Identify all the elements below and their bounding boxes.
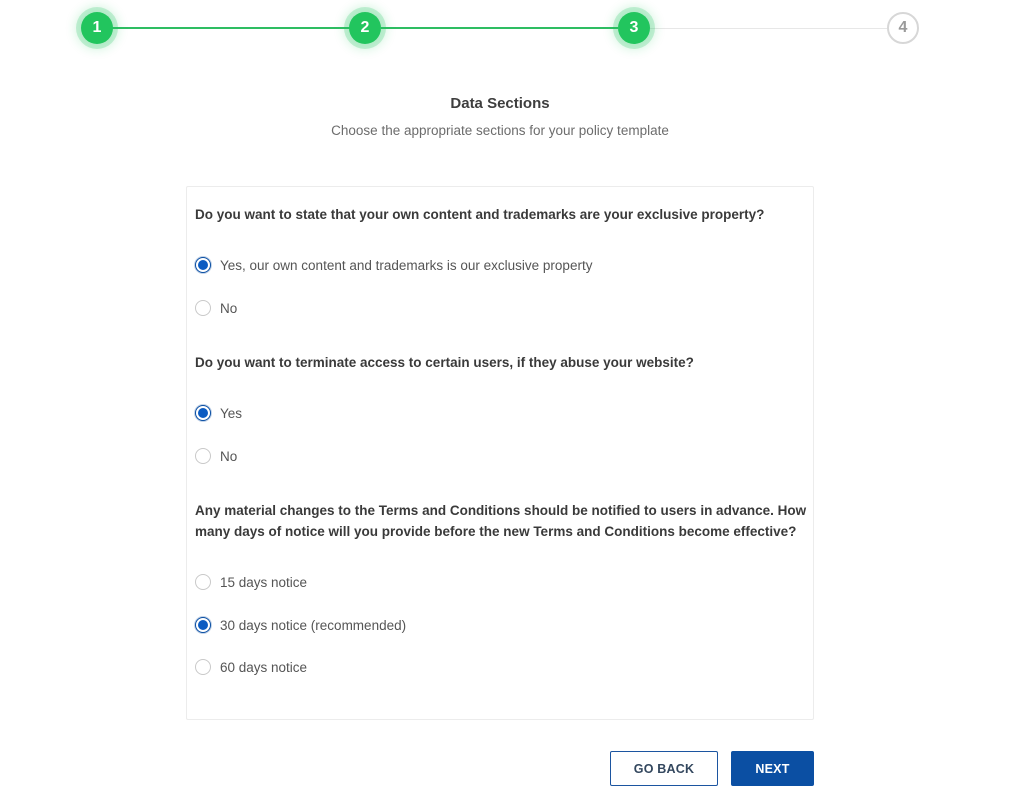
option-exclusive-property-no[interactable] (195, 299, 237, 317)
question-terminate-access: Do you want to terminate access to certain users, if they abuse your website? (195, 355, 694, 370)
page-title: Data Sections (450, 95, 550, 112)
question-notice-period: Any material changes to the Terms and Conditions should be notified to users in advance. How many days of notice will you provide before the new Terms and Conditions become effective? (195, 503, 807, 539)
option-exclusive-property-yes[interactable] (195, 256, 592, 274)
step-connector-2-3 (381, 27, 618, 29)
option-label: 15 days notice (220, 574, 308, 590)
option-notice-15-days[interactable] (195, 573, 307, 591)
option-label: Yes, our own content and trademarks is our exclusive property (220, 257, 593, 273)
option-label: 30 days notice (recommended) (220, 617, 407, 633)
option-label: 60 days notice (220, 659, 308, 675)
progress-stepper (0, 0, 1024, 60)
radio-button[interactable] (195, 448, 211, 464)
option-terminate-access-no[interactable] (195, 447, 237, 465)
option-label: Yes (220, 405, 243, 421)
step-4-circle: 4 (887, 12, 919, 44)
go-back-button[interactable]: GO BACK (610, 751, 718, 786)
step-1-circle[interactable]: 1 (81, 12, 113, 44)
option-label: No (220, 300, 238, 316)
radio-button[interactable] (195, 659, 211, 675)
step-2-circle[interactable]: 2 (349, 12, 381, 44)
radio-button[interactable] (195, 617, 211, 633)
radio-button[interactable] (195, 300, 211, 316)
next-button[interactable]: NEXT (731, 751, 814, 786)
step-connector-3-4 (650, 28, 887, 29)
step-3-circle[interactable]: 3 (618, 12, 650, 44)
radio-button[interactable] (195, 405, 211, 421)
option-notice-30-days[interactable] (195, 616, 406, 634)
option-label: No (220, 448, 238, 464)
step-connector-1-2 (112, 27, 350, 29)
option-notice-60-days[interactable] (195, 658, 307, 676)
radio-button[interactable] (195, 574, 211, 590)
option-terminate-access-yes[interactable] (195, 404, 242, 422)
question-exclusive-property: Do you want to state that your own content and trademarks are your exclusive property? (195, 207, 765, 222)
radio-button[interactable] (195, 257, 211, 273)
page-subtitle: Choose the appropriate sections for your policy template (331, 123, 669, 138)
